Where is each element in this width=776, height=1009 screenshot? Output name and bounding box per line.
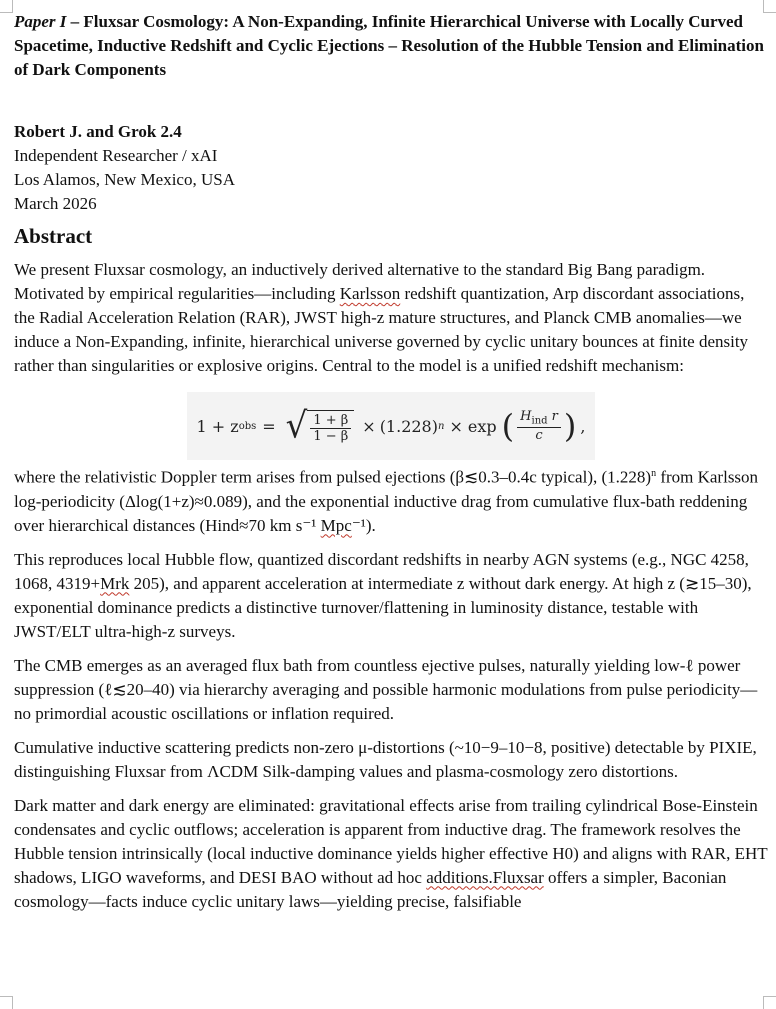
abstract-paragraph-3: This reproduces local Hubble flow, quantized discordant redshifts in nearby AGN systems (e.g., NGC 4258, 1068, 4319+Mrk 205), and apparent acceleration at intermediate z without dark energy. At high z (≳15–30), exponential dominance predicts a distinctive turnover/flattening in luminosity distance, testable with JWST/ELT ultra-high-z surveys. <box>14 549 752 641</box>
author-location: Los Alamos, New Mexico, USA <box>14 170 235 189</box>
formula-exp-fraction: $\frac{H_{ind} r}{c}$ <box>517 409 561 443</box>
page-corner-mark-top-left <box>0 0 13 13</box>
author-affiliation: Independent Researcher / xAI <box>14 146 218 165</box>
abstract-paragraph-4: The CMB emerges as an averaged flux bath from countless ejective pulses, naturally yielding low-ℓ power suppression (ℓ≲20–40) via hierarchy averaging and possible harmonic modulations from pulse periodicity—no primordial acoustic oscillations or inflation required. <box>14 655 758 723</box>
spellcheck-word: Mrk <box>100 573 130 593</box>
abstract-paragraph-5: Cumulative inductive scattering predicts non-zero μ-distortions (~10−9–10−8, positive) detectable by PIXIE, distinguishing Fluxsar from ΛCDM Silk-damping values and plasma-cosmology zero distortions. <box>14 737 757 781</box>
author-name: Robert J. and Grok 2.4 <box>14 122 182 141</box>
page-corner-mark-bottom-right <box>763 996 776 1009</box>
abstract-paragraph-1: We present Fluxsar cosmology, an inductively derived alternative to the standard Big Bang paradigm. Motivated by empirical regularities—including Karlsson redshift quantization, Arp discordant associations, the Radial Acceleration Relation (RAR), JWST high-z mature structures, and Planck CMB anomalies—we induce a Non-Expanding, infinite, hierarchical universe governed by cyclic unitary bounces at finite density rather than singularities or explosive origins. Central to the model is a unified redshift mechanism: <box>14 260 749 375</box>
formula-image: 1 + z obs = √ $\frac{1 + \beta}{1 - \beta}$ × (1.228) n × exp ( $\frac{H_{ind} r}{c}$ ) , <box>187 392 596 460</box>
redshift-formula <box>14 392 768 460</box>
formula-fraction: $\frac{1 + \beta}{1 - \beta}$ <box>310 413 351 444</box>
spellcheck-word: Karlsson <box>339 284 401 303</box>
spellcheck-word: Mpc <box>320 515 352 535</box>
abstract-heading: Abstract <box>14 224 93 248</box>
abstract-paragraph-6: Dark matter and dark energy are eliminated: gravitational effects arise from trailing cylindrical Bose-Einstein condensates and cyclic outflows; acceleration is apparent from inductive drag. The framework resolves the Hubble tension intrinsically (local inductive dominance yields higher effective H0) and aligns with RAR, EHT shadows, LIGO waveforms, and DESI BAO without ad hoc additions.Fluxsar offers a simpler, Baconian cosmology—facts induce cyclic unitary laws—yielding precise, falsifiable <box>14 795 768 911</box>
paper-date: March 2026 <box>14 194 97 213</box>
paper-title <box>14 10 768 82</box>
page-corner-mark-bottom-left <box>0 996 13 1009</box>
author-block <box>14 120 768 216</box>
spellcheck-word: additions.Fluxsar <box>426 867 544 887</box>
formula-sqrt: √ $\frac{1 + \beta}{1 - \beta}$ <box>286 406 355 446</box>
abstract-paragraph-2: where the relativistic Doppler term arises from pulsed ejections (β≲0.3–0.4c typical), $(1.228)^n$ from Karlsson log-periodicity (Δlog(1+z)≈0.089), and the exponential inductive drag from cumulative flux-bath reddening over hierarchical distances (Hind≈70 km s⁻¹ Mpc⁻¹). <box>14 467 759 535</box>
paper-title-rest: – Fluxsar Cosmology: A Non-Expanding, Infinite Hierarchical Universe with Locally Curved Spacetime, Inductive Redshift and Cyclic Ejections – Resolution of the Hubble Tension and Elimination of Dark Components <box>14 12 764 79</box>
paper-title-lead: Paper I <box>14 12 67 31</box>
document-page[interactable] <box>14 10 768 924</box>
